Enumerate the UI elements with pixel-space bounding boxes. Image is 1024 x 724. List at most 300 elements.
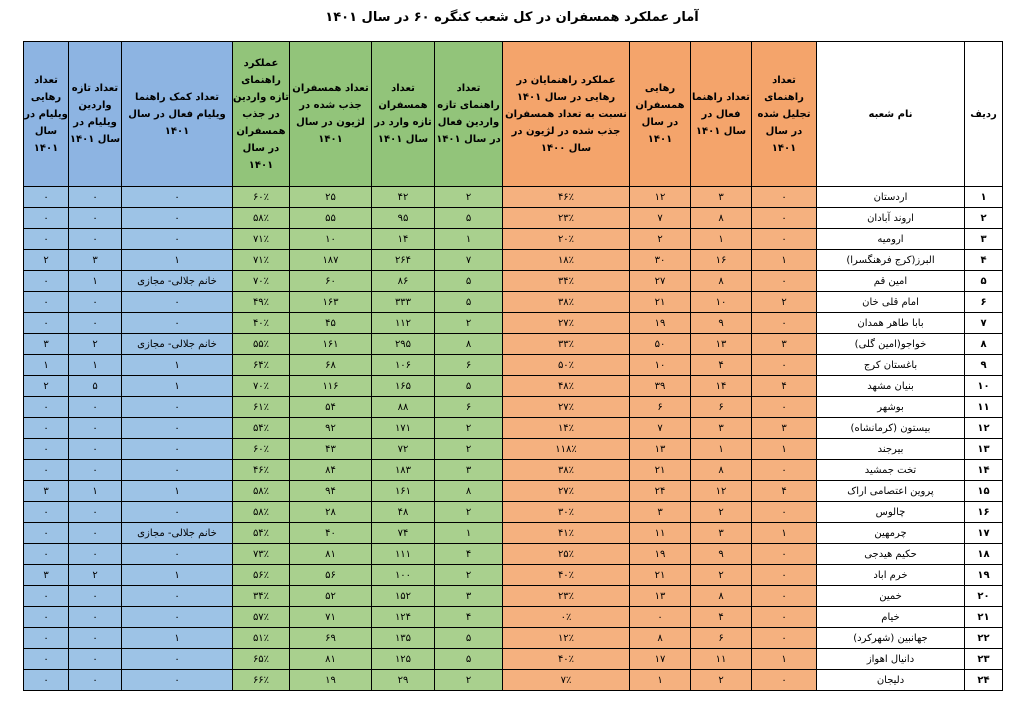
cell-c8: ۵۸٪: [233, 502, 290, 523]
cell-c11: ۰: [24, 670, 69, 691]
cell-c6: ۱۲۴: [372, 607, 435, 628]
cell-name: حکیم هیدجی: [817, 544, 965, 565]
cell-c3: ۳: [630, 502, 691, 523]
cell-radif: ۱۷: [965, 523, 1003, 544]
cell-c7: ۱۶۱: [290, 334, 372, 355]
cell-c2: ۲: [691, 670, 752, 691]
cell-c7: ۵۴: [290, 397, 372, 418]
cell-c7: ۵۶: [290, 565, 372, 586]
cell-c6: ۴۸: [372, 502, 435, 523]
cell-radif: ۱: [965, 187, 1003, 208]
cell-c2: ۶: [691, 628, 752, 649]
cell-c9: ۱: [122, 565, 233, 586]
cell-c4: ۴۶٪: [503, 187, 630, 208]
cell-c10: ۰: [69, 418, 122, 439]
cell-name: چالوس: [817, 502, 965, 523]
cell-c4: ۳۳٪: [503, 334, 630, 355]
cell-name: دلیجان: [817, 670, 965, 691]
cell-c8: ۴۹٪: [233, 292, 290, 313]
cell-c10: ۳: [69, 250, 122, 271]
cell-radif: ۸: [965, 334, 1003, 355]
cell-c6: ۷۲: [372, 439, 435, 460]
cell-c11: ۰: [24, 523, 69, 544]
cell-name: امام قلی خان: [817, 292, 965, 313]
cell-c3: ۰: [630, 607, 691, 628]
cell-c8: ۵۱٪: [233, 628, 290, 649]
cell-name: خواجو(امین گلی): [817, 334, 965, 355]
cell-c9: ۰: [122, 397, 233, 418]
cell-c7: ۲۵: [290, 187, 372, 208]
cell-c11: ۲: [24, 376, 69, 397]
cell-radif: ۹: [965, 355, 1003, 376]
cell-name: بوشهر: [817, 397, 965, 418]
cell-c8: ۷۱٪: [233, 229, 290, 250]
cell-c2: ۴: [691, 355, 752, 376]
cell-c6: ۴۲: [372, 187, 435, 208]
cell-c6: ۱۱۲: [372, 313, 435, 334]
cell-c10: ۰: [69, 397, 122, 418]
cell-c3: ۱۰: [630, 355, 691, 376]
table-row: [24, 355, 1003, 376]
column-header-c10: تعداد تازه واردین ویلیام در سال ۱۴۰۱: [69, 42, 122, 187]
table-row: [24, 502, 1003, 523]
cell-c10: ۱: [69, 481, 122, 502]
cell-name: بابا طاهر همدان: [817, 313, 965, 334]
cell-c11: ۰: [24, 418, 69, 439]
table-row: [24, 565, 1003, 586]
cell-c4: ۲۷٪: [503, 313, 630, 334]
cell-c9: ۰: [122, 439, 233, 460]
cell-c7: ۱۶۳: [290, 292, 372, 313]
cell-radif: ۷: [965, 313, 1003, 334]
cell-c8: ۵۵٪: [233, 334, 290, 355]
cell-c7: ۴۰: [290, 523, 372, 544]
cell-c3: ۳۰: [630, 250, 691, 271]
cell-c4: ۱۲٪: [503, 628, 630, 649]
cell-c3: ۱۳: [630, 586, 691, 607]
cell-c5: ۱: [435, 229, 503, 250]
cell-c2: ۱۶: [691, 250, 752, 271]
cell-c8: ۵۶٪: [233, 565, 290, 586]
cell-c1: ۱: [752, 250, 817, 271]
cell-c1: ۱: [752, 439, 817, 460]
cell-c5: ۵: [435, 292, 503, 313]
cell-c8: ۷۰٪: [233, 271, 290, 292]
cell-c1: ۰: [752, 628, 817, 649]
cell-c1: ۳: [752, 418, 817, 439]
cell-c9: ۰: [122, 292, 233, 313]
cell-radif: ۳: [965, 229, 1003, 250]
table-row: [24, 460, 1003, 481]
cell-c8: ۴۶٪: [233, 460, 290, 481]
cell-name: خرم اباد: [817, 565, 965, 586]
cell-c9: ۰: [122, 187, 233, 208]
cell-c4: ۳۸٪: [503, 460, 630, 481]
column-header-c2: تعداد راهنما فعال در سال ۱۴۰۱: [691, 42, 752, 187]
cell-c11: ۰: [24, 586, 69, 607]
cell-c10: ۰: [69, 544, 122, 565]
cell-c7: ۷۱: [290, 607, 372, 628]
cell-c4: ۲۰٪: [503, 229, 630, 250]
column-header-c9: تعداد کمک راهنما ویلیام فعال در سال ۱۴۰۱: [122, 42, 233, 187]
cell-c11: ۱: [24, 355, 69, 376]
cell-c8: ۶۱٪: [233, 397, 290, 418]
table-row: [24, 523, 1003, 544]
cell-c5: ۲: [435, 439, 503, 460]
cell-c10: ۰: [69, 439, 122, 460]
cell-c2: ۱۴: [691, 376, 752, 397]
cell-c6: ۱۷۱: [372, 418, 435, 439]
cell-c2: ۱: [691, 229, 752, 250]
cell-c3: ۷: [630, 418, 691, 439]
cell-name: تخت جمشید: [817, 460, 965, 481]
cell-c5: ۵: [435, 376, 503, 397]
cell-c3: ۱: [630, 670, 691, 691]
table-row: [24, 271, 1003, 292]
cell-c7: ۱۹: [290, 670, 372, 691]
cell-c6: ۸۶: [372, 271, 435, 292]
cell-c5: ۶: [435, 397, 503, 418]
cell-c8: ۶۵٪: [233, 649, 290, 670]
cell-c7: ۱۱۶: [290, 376, 372, 397]
cell-c3: ۷: [630, 208, 691, 229]
cell-c2: ۴: [691, 607, 752, 628]
cell-c6: ۱۲۵: [372, 649, 435, 670]
cell-c6: ۳۳۳: [372, 292, 435, 313]
cell-c8: ۵۷٪: [233, 607, 290, 628]
cell-c11: ۲: [24, 250, 69, 271]
cell-c5: ۱: [435, 523, 503, 544]
column-header-c6: تعداد همسفران تازه وارد در سال ۱۴۰۱: [372, 42, 435, 187]
cell-name: بیرجند: [817, 439, 965, 460]
header-row: [24, 42, 1003, 187]
cell-c8: ۵۸٪: [233, 481, 290, 502]
cell-radif: ۲: [965, 208, 1003, 229]
cell-c2: ۳: [691, 187, 752, 208]
cell-c10: ۰: [69, 208, 122, 229]
table-row: [24, 292, 1003, 313]
cell-c6: ۱۱۱: [372, 544, 435, 565]
cell-c8: ۵۴٪: [233, 418, 290, 439]
column-header-c3: رهایی همسفران در سال ۱۴۰۱: [630, 42, 691, 187]
cell-c1: ۰: [752, 187, 817, 208]
cell-c7: ۴۵: [290, 313, 372, 334]
cell-c3: ۶: [630, 397, 691, 418]
cell-c2: ۲: [691, 502, 752, 523]
cell-c10: ۱: [69, 355, 122, 376]
cell-c8: ۳۴٪: [233, 586, 290, 607]
branch-stats-table: [23, 41, 1003, 691]
cell-name: امین قم: [817, 271, 965, 292]
cell-c11: ۰: [24, 649, 69, 670]
cell-c2: ۸: [691, 460, 752, 481]
cell-c9: ۱: [122, 481, 233, 502]
cell-radif: ۱۵: [965, 481, 1003, 502]
cell-c4: ۴۰٪: [503, 565, 630, 586]
cell-c9: ۱: [122, 376, 233, 397]
cell-c8: ۷۰٪: [233, 376, 290, 397]
cell-c1: ۰: [752, 502, 817, 523]
cell-c4: ۲۳٪: [503, 586, 630, 607]
cell-c3: ۵۰: [630, 334, 691, 355]
cell-c5: ۲: [435, 418, 503, 439]
cell-c6: ۱۶۱: [372, 481, 435, 502]
cell-c1: ۱: [752, 523, 817, 544]
cell-c4: ۲۳٪: [503, 208, 630, 229]
cell-c8: ۷۱٪: [233, 250, 290, 271]
cell-c2: ۳: [691, 523, 752, 544]
cell-c6: ۱۵۲: [372, 586, 435, 607]
cell-c11: ۳: [24, 565, 69, 586]
cell-c1: ۰: [752, 208, 817, 229]
cell-c11: ۰: [24, 502, 69, 523]
cell-radif: ۱۴: [965, 460, 1003, 481]
cell-c7: ۶۹: [290, 628, 372, 649]
cell-c10: ۰: [69, 292, 122, 313]
cell-radif: ۲۴: [965, 670, 1003, 691]
cell-name: بیستون (کرمانشاه): [817, 418, 965, 439]
cell-c5: ۲: [435, 313, 503, 334]
cell-name: پروین اعتصامی اراک: [817, 481, 965, 502]
cell-name: چرمهین: [817, 523, 965, 544]
cell-c6: ۱۳۵: [372, 628, 435, 649]
cell-c3: ۳۹: [630, 376, 691, 397]
cell-c2: ۱: [691, 439, 752, 460]
table-row: [24, 439, 1003, 460]
cell-c4: ۱۸٪: [503, 250, 630, 271]
cell-c11: ۰: [24, 439, 69, 460]
cell-c7: ۶۸: [290, 355, 372, 376]
cell-radif: ۱۳: [965, 439, 1003, 460]
cell-c1: ۰: [752, 460, 817, 481]
cell-c5: ۲: [435, 670, 503, 691]
cell-c5: ۴: [435, 544, 503, 565]
cell-c11: ۰: [24, 208, 69, 229]
cell-c4: ۳۰٪: [503, 502, 630, 523]
cell-c1: ۰: [752, 229, 817, 250]
cell-c6: ۱۰۰: [372, 565, 435, 586]
cell-c8: ۶۶٪: [233, 670, 290, 691]
cell-c10: ۰: [69, 628, 122, 649]
cell-c1: ۰: [752, 355, 817, 376]
cell-radif: ۱۶: [965, 502, 1003, 523]
cell-c7: ۸۱: [290, 649, 372, 670]
cell-c2: ۳: [691, 418, 752, 439]
cell-c11: ۰: [24, 628, 69, 649]
cell-c3: ۲۷: [630, 271, 691, 292]
cell-c5: ۶: [435, 355, 503, 376]
table-header: [24, 42, 1003, 187]
cell-c11: ۳: [24, 481, 69, 502]
cell-c10: ۲: [69, 334, 122, 355]
cell-c3: ۸: [630, 628, 691, 649]
cell-c8: ۶۰٪: [233, 439, 290, 460]
cell-c1: ۲: [752, 292, 817, 313]
cell-c1: ۰: [752, 271, 817, 292]
cell-radif: ۱۲: [965, 418, 1003, 439]
cell-name: دانیال اهواز: [817, 649, 965, 670]
cell-c1: ۰: [752, 313, 817, 334]
cell-c4: ۴۱٪: [503, 523, 630, 544]
cell-radif: ۱۹: [965, 565, 1003, 586]
cell-c1: ۰: [752, 544, 817, 565]
cell-c9: خانم جلالی- مجازی: [122, 334, 233, 355]
cell-c10: ۰: [69, 586, 122, 607]
cell-c4: ۴۸٪: [503, 376, 630, 397]
cell-c5: ۵: [435, 628, 503, 649]
table-row: [24, 397, 1003, 418]
cell-c3: ۱۷: [630, 649, 691, 670]
table-row: [24, 544, 1003, 565]
cell-c3: ۱۲: [630, 187, 691, 208]
cell-c10: ۰: [69, 313, 122, 334]
column-header-name: نام شعبه: [817, 42, 965, 187]
cell-c2: ۲: [691, 565, 752, 586]
cell-c8: ۵۴٪: [233, 523, 290, 544]
cell-c9: ۰: [122, 418, 233, 439]
cell-c9: ۰: [122, 313, 233, 334]
table-row: [24, 208, 1003, 229]
cell-c2: ۱۲: [691, 481, 752, 502]
cell-c11: ۳: [24, 334, 69, 355]
cell-c10: ۰: [69, 460, 122, 481]
cell-c6: ۸۸: [372, 397, 435, 418]
cell-radif: ۱۰: [965, 376, 1003, 397]
cell-radif: ۲۱: [965, 607, 1003, 628]
cell-c7: ۵۵: [290, 208, 372, 229]
cell-c1: ۰: [752, 670, 817, 691]
cell-c4: ۱۱۸٪: [503, 439, 630, 460]
cell-c3: ۲۴: [630, 481, 691, 502]
cell-c5: ۲: [435, 502, 503, 523]
cell-c10: ۵: [69, 376, 122, 397]
cell-c7: ۱۰: [290, 229, 372, 250]
cell-c11: ۰: [24, 292, 69, 313]
cell-name: باغستان کرج: [817, 355, 965, 376]
cell-c6: ۲۹: [372, 670, 435, 691]
cell-c7: ۶۰: [290, 271, 372, 292]
cell-name: ارومیه: [817, 229, 965, 250]
cell-c1: ۰: [752, 397, 817, 418]
cell-c6: ۱۸۳: [372, 460, 435, 481]
cell-c5: ۸: [435, 481, 503, 502]
column-header-c8: عملکرد راهنمای تازه واردین در جذب همسفران در سال ۱۴۰۱: [233, 42, 290, 187]
cell-c8: ۵۸٪: [233, 208, 290, 229]
cell-c6: ۹۵: [372, 208, 435, 229]
cell-c2: ۸: [691, 271, 752, 292]
cell-c5: ۸: [435, 334, 503, 355]
column-header-c11: تعداد رهایی ویلیام در سال ۱۴۰۱: [24, 42, 69, 187]
table-row: [24, 418, 1003, 439]
cell-c6: ۲۹۵: [372, 334, 435, 355]
cell-c4: ۷٪: [503, 670, 630, 691]
cell-c11: ۰: [24, 544, 69, 565]
cell-c3: ۱۳: [630, 439, 691, 460]
cell-c9: خانم جلالی- مجازی: [122, 523, 233, 544]
cell-c5: ۳: [435, 460, 503, 481]
column-header-c7: تعداد همسفران جذب شده در لژیون در سال ۱۴۰۱: [290, 42, 372, 187]
cell-c9: ۰: [122, 586, 233, 607]
table-row: [24, 481, 1003, 502]
cell-radif: ۲۳: [965, 649, 1003, 670]
cell-name: خیام: [817, 607, 965, 628]
cell-c2: ۶: [691, 397, 752, 418]
table-row: [24, 607, 1003, 628]
cell-c5: ۵: [435, 271, 503, 292]
column-header-c5: تعداد راهنمای تازه واردین فعال در سال ۱۴۰۱: [435, 42, 503, 187]
cell-name: اروند آبادان: [817, 208, 965, 229]
cell-c10: ۰: [69, 502, 122, 523]
cell-c10: ۰: [69, 229, 122, 250]
cell-c9: ۱: [122, 250, 233, 271]
cell-c1: ۰: [752, 607, 817, 628]
cell-c8: ۴۰٪: [233, 313, 290, 334]
cell-c4: ۳۴٪: [503, 271, 630, 292]
column-header-c1: تعداد راهنمای تجلیل شده در سال ۱۴۰۱: [752, 42, 817, 187]
cell-c9: ۰: [122, 229, 233, 250]
cell-c1: ۰: [752, 565, 817, 586]
cell-c10: ۲: [69, 565, 122, 586]
cell-c5: ۵: [435, 649, 503, 670]
document-title: آمار عملکرد همسفران در کل شعب کنگره ۶۰ در سال ۱۴۰۱: [325, 10, 699, 25]
cell-c6: ۱۰۶: [372, 355, 435, 376]
cell-c11: ۰: [24, 397, 69, 418]
cell-c3: ۲۱: [630, 460, 691, 481]
cell-c2: ۸: [691, 208, 752, 229]
cell-c3: ۱۹: [630, 544, 691, 565]
table-row: [24, 628, 1003, 649]
cell-c7: ۵۲: [290, 586, 372, 607]
cell-c9: ۰: [122, 649, 233, 670]
cell-c2: ۱۰: [691, 292, 752, 313]
cell-name: البرز(کرج فرهنگسرا): [817, 250, 965, 271]
cell-name: بنیان مشهد: [817, 376, 965, 397]
cell-c4: ۲۷٪: [503, 397, 630, 418]
cell-c5: ۲: [435, 187, 503, 208]
table-row: [24, 313, 1003, 334]
table-row: [24, 586, 1003, 607]
cell-c9: خانم جلالی- مجازی: [122, 271, 233, 292]
cell-name: اردستان: [817, 187, 965, 208]
cell-name: جهانبین (شهرکرد): [817, 628, 965, 649]
table-row: [24, 670, 1003, 691]
cell-c9: ۱: [122, 628, 233, 649]
cell-c4: ۵۰٪: [503, 355, 630, 376]
cell-c1: ۴: [752, 376, 817, 397]
cell-c6: ۱۶۵: [372, 376, 435, 397]
cell-c5: ۴: [435, 607, 503, 628]
cell-c4: ۱۴٪: [503, 418, 630, 439]
cell-c3: ۱۹: [630, 313, 691, 334]
cell-c6: ۱۴: [372, 229, 435, 250]
cell-c1: ۳: [752, 334, 817, 355]
cell-c3: ۲۱: [630, 565, 691, 586]
cell-c11: ۰: [24, 229, 69, 250]
cell-c3: ۲۱: [630, 292, 691, 313]
cell-c8: ۶۴٪: [233, 355, 290, 376]
cell-c6: ۲۶۴: [372, 250, 435, 271]
cell-radif: ۱۸: [965, 544, 1003, 565]
cell-c11: ۰: [24, 187, 69, 208]
cell-c11: ۰: [24, 460, 69, 481]
cell-c3: ۲: [630, 229, 691, 250]
cell-c9: ۰: [122, 208, 233, 229]
table-row: [24, 187, 1003, 208]
cell-c4: ۳۸٪: [503, 292, 630, 313]
cell-c5: ۳: [435, 586, 503, 607]
column-header-radif: ردیف: [965, 42, 1003, 187]
cell-radif: ۴: [965, 250, 1003, 271]
